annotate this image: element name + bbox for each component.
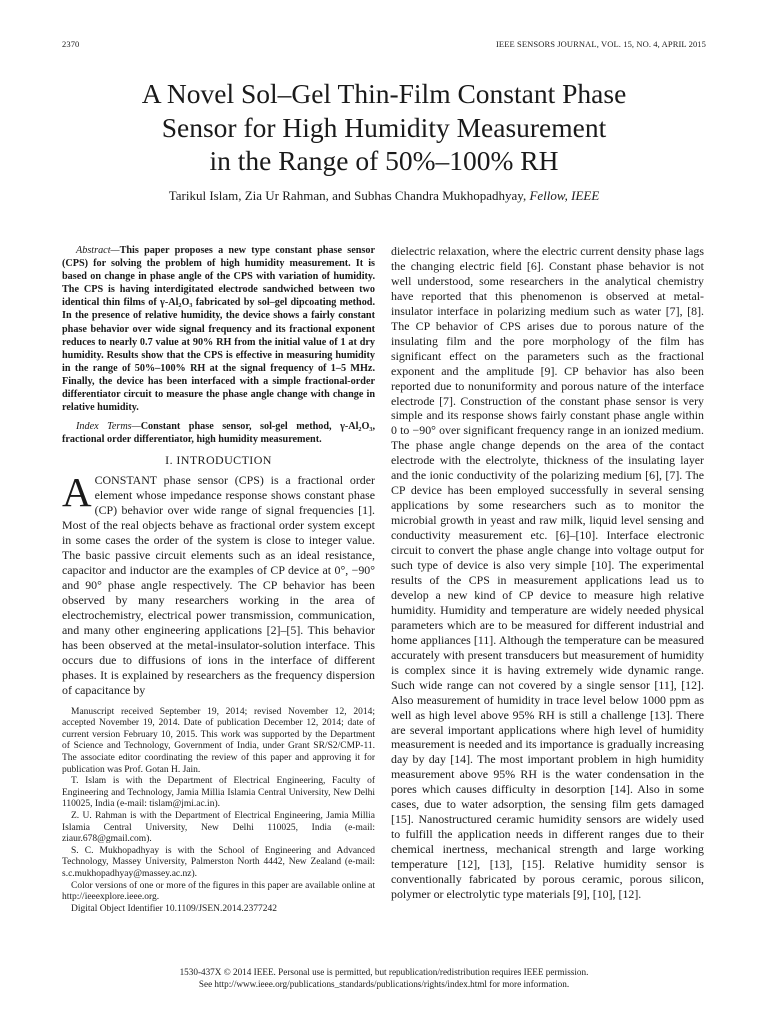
copyright-notice <box>62 967 706 990</box>
footnote: Color versions of one or more of the figures in this paper are available online at http://ieeexplore.ieee.org. <box>62 880 375 903</box>
abstract-text: This paper proposes a new type constant phase sensor (CPS) for solving the problem of high humidity measurement. It is based on change in phase angle of the CPS with variation of humidity. The CPS is having interdigitated electrode sandwiched between two identical thin films of γ-Al₂O₃ fabricated by sol–gel dipcoating method. In the presence of relative humidity, the device shows a fairly constant phase behavior over wide signal frequency and its fractional exponent reduces to nearly 0.7 value at 90% RH from the initial value of 1 at dry humidity. Results show that the CPS is effective in measuring humidity in the range of 50%–100% RH at the signal frequency of 1–5 MHz. Finally, the device has been interfaced with a simple fractional-order differentiator circuit to measure the phase angle change with change in relative humidity. <box>62 245 375 414</box>
index-terms <box>62 420 375 446</box>
author-fellow: Fellow, IEEE <box>529 188 600 203</box>
footnotes <box>62 707 375 916</box>
title-line: Sensor for High Humidity Measurement <box>161 111 607 143</box>
intro-text: CONSTANT phase sensor (CPS) is a fractional order element whose impedance response shows constant phase (CP) behavior over wide range of signal frequencies [1]. Most of the real objects behave as fractional order system except in some cases the order of the system is close to integer value. The basic passive circuit elements such as an ideal resistance, capacitor and inductor are the examples of CP device at 0°, −90° and 90° phase angle respectively. The CP behavior has been observed by many researchers working in the area of electrochemistry, electrical power transmission, communication, and many other engineering applications [2]–[5]. This behavior has been observed at the metal-insulator-solution interface. This occurs due to diffusions of ions in the interface of different phases. It is explained by researchers as the frequency dispersion of capacitance by <box>62 473 375 697</box>
author-list <box>62 188 706 204</box>
section-heading: I. INTRODUCTION <box>165 453 272 468</box>
index-terms-text: Constant phase sensor, sol-gel method, γ-Al₂O₃, fractional order differentiator, high humidity measurement. <box>62 421 375 446</box>
footnote: T. Islam is with the Department of Electrical Engineering, Faculty of Engineering and Technology, Jamia Millia Islamia Central University, New Delhi 110025, India (e-mail: tislam@jmi.ac.in). <box>62 776 375 810</box>
left-column <box>62 244 375 915</box>
page-number: 2370 <box>62 39 80 49</box>
running-header: IEEE SENSORS JOURNAL, VOL. 15, NO. 4, APRIL 2015 <box>496 39 706 49</box>
abstract-label: Abstract— <box>76 245 120 256</box>
index-terms-label: Index Terms— <box>76 421 141 433</box>
footnote: Z. U. Rahman is with the Department of Electrical Engineering, Jamia Millia Islamia Central University, New Delhi 110025, India (e-mail: ziaur.678@gmail.com). <box>62 811 375 845</box>
copyright-line: See http://www.ieee.org/publications_standards/publications/rights/index.html for more information. <box>198 978 570 989</box>
author-names: Tarikul Islam, Zia Ur Rahman, and Subhas Chandra Mukhopadhyay, <box>168 188 530 203</box>
abstract <box>62 244 375 414</box>
paper-title <box>62 77 706 178</box>
footnote: Manuscript received September 19, 2014; revised November 12, 2014; accepted November 19, 2014. Date of publication December 12, 2014; date of current version February 10, 2015. This work was supported by the Department of Science and Technology, Government of India, under Grant SR/S2/CMP-11. The associate editor coordinating the review of this paper and approving it for publication was Prof. Gotan H. Jain. <box>62 706 375 775</box>
intro-paragraph <box>62 469 375 697</box>
body-paragraph: dielectric relaxation, where the electric current density phase lags the changing electric field [6]. Constant phase behavior is not well understood, some researchers in the analytical chemistry have reported that this phenomenon is observed at metal-insulator interface in polarizing medium such as water [7], [8]. The CP behavior of CPS arises due to porous nature of the insulating film and the pore morphology of the film has significant effect on the parameters such as the fractional exponent and the amplitude [9]. CP behavior has also been reported due to nonuniformity and porous nature of the interface electrode [7]. Construction of the constant phase sensor is very simple and its response shows fairly constant phase angle within 0 to −90° over significant frequency range in an ionized medium. The phase angle change depends on the area of the contact electrode with the electrolyte, thickness of the insulating layer and the ionic conductivity of the polarizing medium [6], [7]. The CP device has been employed successfully in several sensing applications by some researchers such as to monitor the microbial growth in yeast and raw milk, liquid level sensing and conductivity measurement etc. [6]–[10]. Interface electronic circuit to convert the phase angle change into voltage output for such type of device is also very simple [10]. The experimental results of the CPS in measurement applications lead us to develop a new kind of CP device to measure high relative humidity. Humidity and temperature are widely needed physical parameters which are to be measured for different industrial and home appliances [11]. Although the temperature can be measured accurately with present transducers but measurement of humidity is complex since it is having extremely wide dynamic range. Such wide range can not covered by a single sensor [11], [12]. Also measurement of humidity in trace level below 1000 ppm as well as high level above 95% RH is still a challenge [13]. There are several important applications where high level of humidity measurement is needed and its importance is gradually increasing day by day [14]. The most important problem in high humidity measurement above 95% RH is the water condensation in the pores which causes difficulty in desorption [14]. Also in some cases, due to water adsorption, the sensing film gets damaged [15]. Nanostructured ceramic humidity sensors are widely used to fulfill the application needs in different ranges due to their chemical inertness, mechanical strength and large working temperature [12], [13], [15]. Relative humidity sensor is conventionally fabricated by porous ceramic, porous silicon, polymer or electrolytic type materials [9], [10], [12]. <box>391 244 704 901</box>
right-column <box>391 244 704 902</box>
title-line: in the Range of 50%–100% RH <box>209 145 559 176</box>
title-line: A Novel Sol–Gel Thin-Film Constant Phase <box>141 78 627 109</box>
drop-cap: A <box>62 469 92 516</box>
copyright-line: 1530-437X © 2014 IEEE. Personal use is permitted, but republication/redistribution requires IEEE permission. <box>179 967 589 977</box>
footnote: S. C. Mukhopadhyay is with the School of Engineering and Advanced Technology, Massey University, Palmerston North 4442, New Zealand (e-mail: s.c.mukhopadhyay@massey.ac.nz). <box>62 845 375 880</box>
footnote: Digital Object Identifier 10.1109/JSEN.2014.2377242 <box>71 903 277 914</box>
